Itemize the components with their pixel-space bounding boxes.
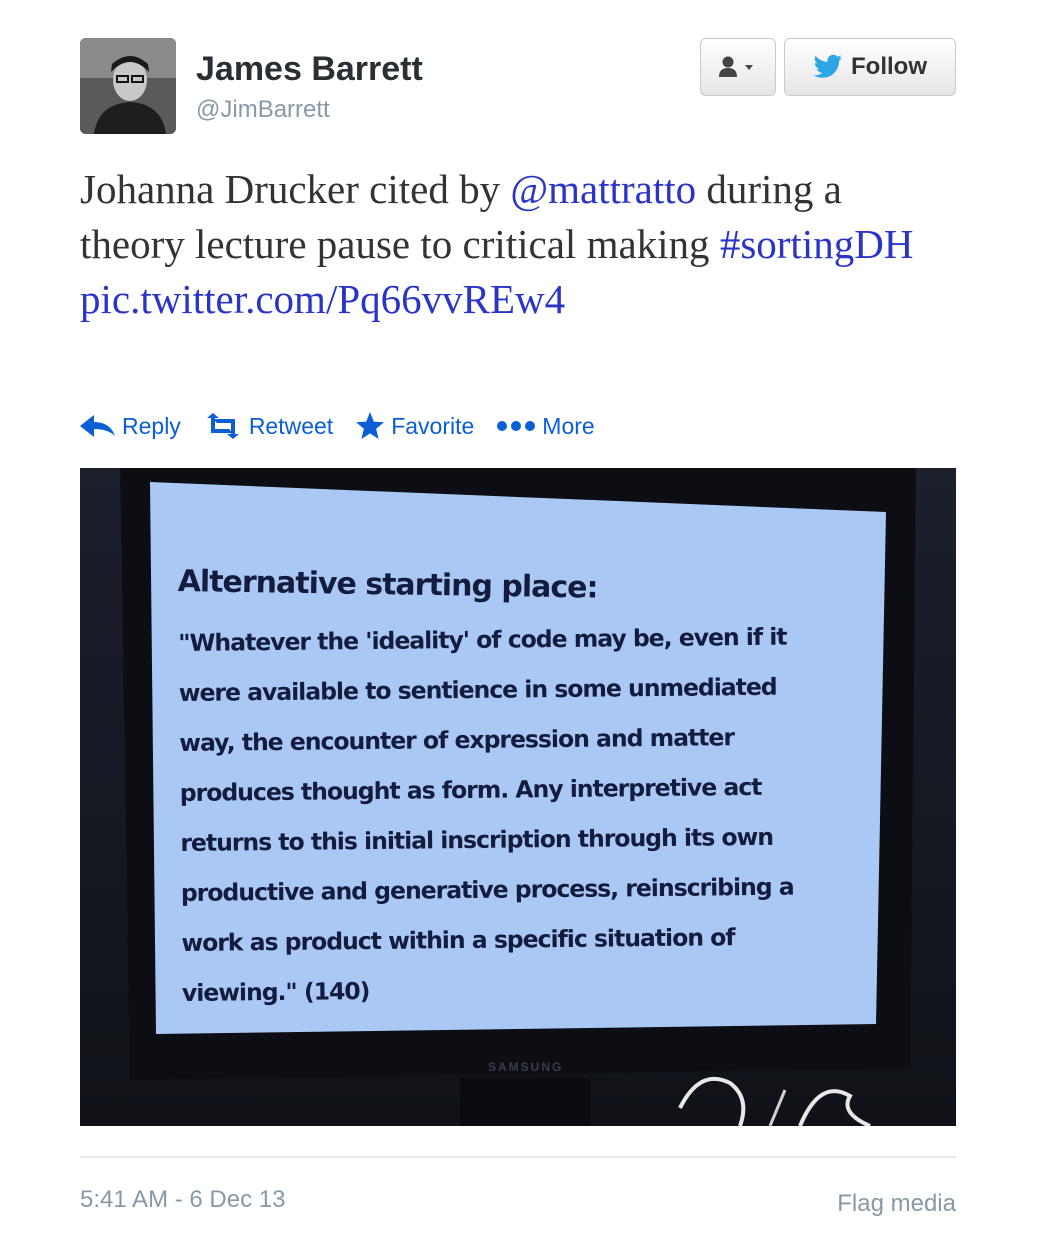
author-handle[interactable]: @JimBarrett [196,96,330,123]
user-dropdown-icon [717,55,759,79]
mention-link[interactable]: @mattratto [510,166,697,212]
follow-label: Follow [851,53,927,80]
tweet-text-part1: Johanna Drucker cited by [80,166,511,212]
tweet-timestamp[interactable]: 5:41 AM - 6 Dec 13 [80,1186,286,1213]
tweet-actions [80,412,595,440]
star-icon [355,412,385,440]
retweet-icon [203,413,243,439]
more-button[interactable] [496,413,594,440]
user-actions-button[interactable] [700,38,776,96]
hashtag-link[interactable]: #sortingDH [719,221,914,267]
footer-divider [80,1156,956,1158]
retweet-button[interactable] [203,413,333,440]
slide-title: Alternative starting place: [177,564,598,606]
reply-label: Reply [122,412,181,439]
pic-link[interactable]: pic.twitter.com/Pq66vvREw4 [80,276,566,322]
avatar-photo [80,38,176,134]
tweet-media-photo[interactable] [80,468,956,1126]
more-label: More [542,412,595,439]
flag-media-link[interactable]: Flag media [837,1190,956,1217]
avatar[interactable] [80,38,176,134]
favorite-label: Favorite [391,412,475,439]
slide-quote: "Whatever the 'ideality' of code may be, even if it were available to sentience in some unmediated way, the encounter of expression and matter produces thought as form. Any interpretive act returns to this initial inscription through its own productive and generative process, reinscribing a work as product within a specific situation of viewing." (140) [178,622,794,1007]
tweet-text [80,162,930,327]
monitor-brand: SAMSUNG [488,1060,564,1074]
reply-button[interactable] [80,413,181,440]
favorite-button[interactable] [355,412,474,440]
retweet-label: Retweet [248,412,334,439]
twitter-bird-icon [813,54,843,80]
tweet-text-part2: during a theory lecture pause to critical making [80,166,842,267]
follow-button[interactable] [784,38,956,96]
more-dots-icon [496,420,536,432]
author-name[interactable]: James Barrett [196,50,423,88]
reply-icon [80,414,116,438]
